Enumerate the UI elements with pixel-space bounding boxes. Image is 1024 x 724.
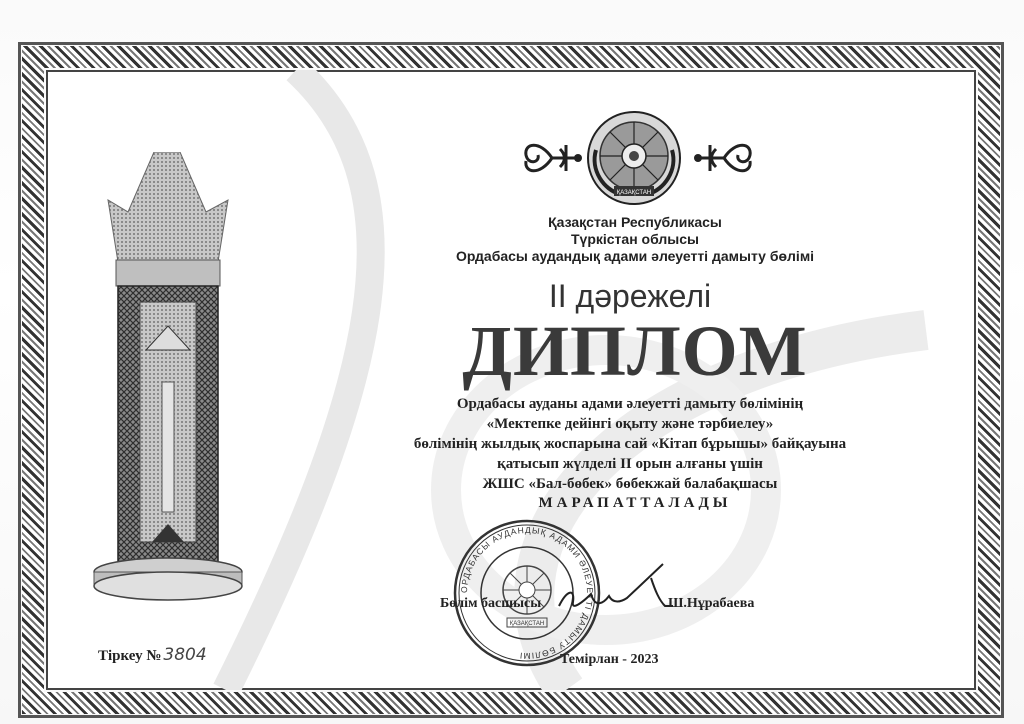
signatory-title: Бөлім басшысы <box>440 596 542 611</box>
department-name: Ордабасы аудандық адами әлеуетті дамыту бөлімі <box>455 248 815 264</box>
country-name: Қазақстан Республикасы <box>548 214 722 230</box>
monument-image <box>88 152 248 612</box>
body-line-1: Ордабасы ауданы адами әлеуетті дамыту бөлімінің <box>456 396 804 412</box>
body-line-4: қатысып жүлделі II орын алғаны үшін <box>497 456 763 472</box>
right-ornament <box>692 135 756 181</box>
handwritten-signature <box>555 560 675 620</box>
emblem-text: ҚАЗАҚСТАН <box>616 190 652 196</box>
registration <box>98 645 207 665</box>
registration-number: 3804 <box>163 645 207 665</box>
body-line-2: «Мектепке дейінгі оқыту және тәрбиелеу» <box>486 416 774 432</box>
body-line-3: бөлімінің жылдық жоспарына сай «Кітап бұрышы» байқауына <box>413 436 847 452</box>
diploma-title: ДИПЛОМ <box>462 311 808 391</box>
stamp-center-text: ҚАЗАҚСТАН <box>509 621 545 627</box>
recipient-name: ЖШС «Бал-бөбек» бөбекжай балабақшасы <box>482 476 778 492</box>
place-and-year: Темірлан - 2023 <box>560 652 659 667</box>
awards-text: МАРАПАТТАЛАДЫ <box>538 495 732 511</box>
left-ornament <box>520 135 584 181</box>
signatory-name: Ш.Нұрабаева <box>668 596 755 611</box>
state-emblem <box>586 110 682 206</box>
region-name: Түркістан облысы <box>570 231 699 247</box>
diploma-degree: II дәрежелі <box>548 278 712 314</box>
stamp-ring-text: ОРДАБАСЫ АУДАНДЫҚ АДАМИ ӘЛЕУЕТТІ ДАМЫТУ БӨЛІМІ <box>458 524 596 662</box>
registration-label: Тіркеу № <box>98 648 162 664</box>
